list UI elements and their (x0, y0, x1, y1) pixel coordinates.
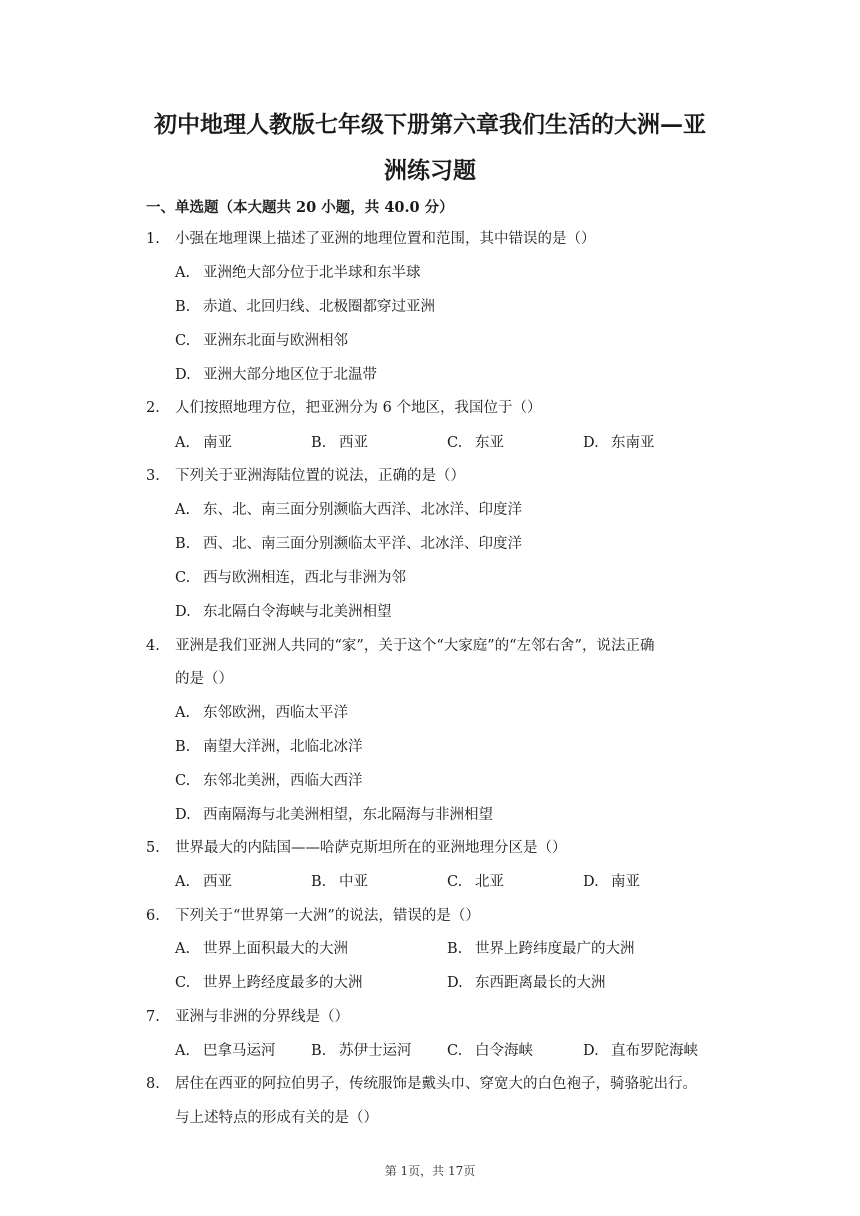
option-7d: D. 直布罗陀海峡 (583, 1043, 698, 1059)
option-1a: A. 亚洲绝大部分位于北半球和东半球 (175, 265, 421, 281)
option-6b: B. 世界上跨纬度最广的大洲 (447, 941, 635, 957)
question-number: 8. (146, 1076, 160, 1092)
question-stem-line-2: 的是（） (175, 671, 233, 687)
option-1b: B. 赤道、北回归线、北极圈都穿过亚洲 (175, 299, 435, 315)
option-6c: C. 世界上跨经度最多的大洲 (175, 975, 363, 991)
option-2c: C. 东亚 (447, 435, 504, 451)
question-number: 6. (146, 908, 160, 924)
option-5d: D. 南亚 (583, 874, 640, 890)
question-stem-line-1: 亚洲是我们亚洲人共同的“家”，关于这个“大家庭”的“左邻右舍”，说法正确 (175, 638, 655, 654)
option-5b: B. 中亚 (311, 874, 368, 890)
option-3b: B. 西、北、南三面分别濒临太平洋、北冰洋、印度洋 (175, 536, 522, 552)
option-1c: C. 亚洲东北面与欧洲相邻 (175, 333, 348, 349)
question-number: 1. (146, 231, 160, 247)
option-6d: D. 东西距离最长的大洲 (447, 975, 606, 991)
option-4a: A. 东邻欧洲，西临太平洋 (175, 705, 348, 721)
option-2d: D. 东南亚 (583, 435, 655, 451)
option-4d: D. 西南隔海与北美洲相望，东北隔海与非洲相望 (175, 807, 493, 823)
question-stem: 下列关于亚洲海陆位置的说法，正确的是（） (175, 468, 465, 484)
option-3d: D. 东北隔白令海峡与北美洲相望 (175, 604, 392, 620)
option-5a: A. 西亚 (175, 874, 232, 890)
option-6a: A. 世界上面积最大的大洲 (175, 941, 348, 957)
question-stem-line-1: 居住在西亚的阿拉伯男子，传统服饰是戴头巾、穿宽大的白色袍子，骑骆驼出行。 (175, 1076, 697, 1092)
title-line-2: 洲练习题 (384, 157, 476, 184)
question-stem-line-2: 与上述特点的形成有关的是（） (175, 1110, 378, 1126)
option-2b: B. 西亚 (311, 435, 368, 451)
option-1d: D. 亚洲大部分地区位于北温带 (175, 367, 377, 383)
option-3a: A. 东、北、南三面分别濒临大西洋、北冰洋、印度洋 (175, 502, 522, 518)
title-line-1: 初中地理人教版七年级下册第六章我们生活的大洲—亚 (154, 111, 706, 138)
option-2a: A. 南亚 (175, 435, 232, 451)
document-title (120, 102, 740, 194)
page-footer: 第 1页，共 17页 (384, 1164, 476, 1178)
question-stem: 下列关于“世界第一大洲”的说法，错误的是（） (175, 908, 480, 924)
question-number: 5. (146, 840, 160, 856)
question-number: 7. (146, 1009, 160, 1025)
question-number: 2. (146, 400, 160, 416)
question-stem: 亚洲与非洲的分界线是（） (175, 1009, 349, 1025)
section-heading: 一、单选题（本大题共 20 小题，共 40.0 分） (146, 199, 454, 216)
question-stem: 世界最大的内陆国——哈萨克斯坦所在的亚洲地理分区是（） (175, 840, 567, 856)
option-5c: C. 北亚 (447, 874, 504, 890)
question-number: 4. (146, 638, 160, 654)
question-stem: 小强在地理课上描述了亚洲的地理位置和范围，其中错误的是（） (175, 231, 596, 247)
question-stem: 人们按照地理方位，把亚洲分为 6 个地区，我国位于（） (175, 400, 542, 416)
option-7c: C. 白令海峡 (447, 1043, 533, 1059)
option-7a: A. 巴拿马运河 (175, 1043, 276, 1059)
option-4c: C. 东邻北美洲，西临大西洋 (175, 773, 363, 789)
question-number: 3. (146, 468, 160, 484)
option-4b: B. 南望大洋洲，北临北冰洋 (175, 739, 363, 755)
option-7b: B. 苏伊士运河 (311, 1043, 412, 1059)
option-3c: C. 西与欧洲相连，西北与非洲为邻 (175, 570, 406, 586)
